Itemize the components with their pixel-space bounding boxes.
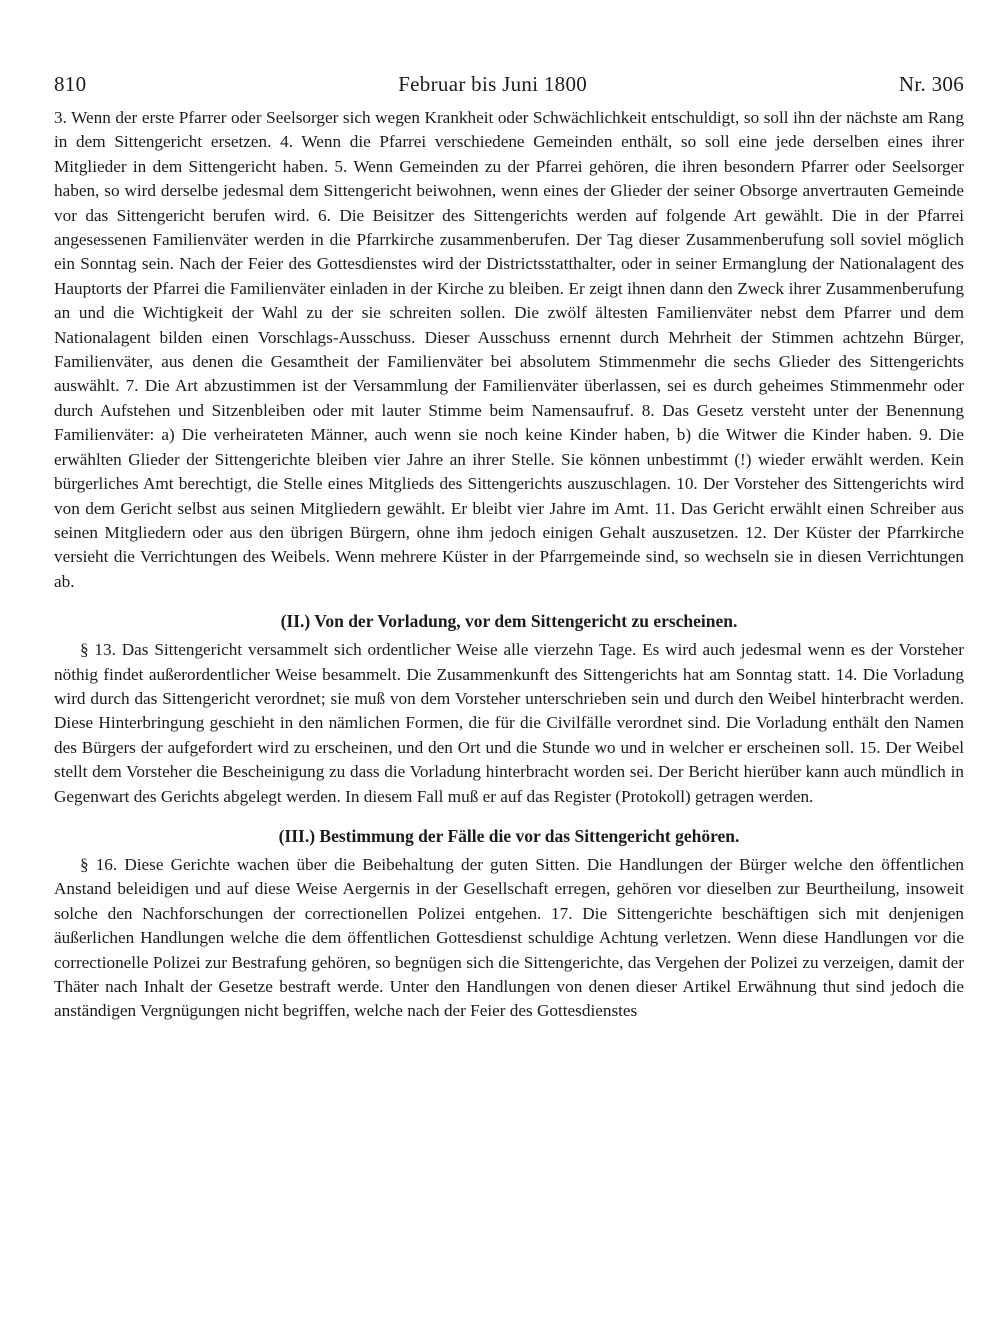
page-number: 810 bbox=[54, 72, 87, 96]
paragraph-articles-3-12: 3. Wenn der erste Pfarrer oder Seelsorger sich wegen Krankheit oder Schwächlichkeit entschuldigt, so soll ihn der nächste am Rang in dem Sittengericht ersetzen. 4. Wenn die Pfarrei verschiedene Gemeinden enthält, so soll eine jede derselben eines ihrer Mitglieder in dem Sittengericht haben. 5. Wenn Gemeinden zu der Pfarrei gehören, die ihren besondern Pfarrer oder Seelsorger haben, so wird derselbe jedesmal dem Sittengericht beiwohnen, wenn eines der Glieder der seiner Obsorge anvertrauten Gemeinde vor das Sittengericht berufen wird. 6. Die Beisitzer des Sittengerichts werden auf folgende Art gewählt. Die in der Pfarrei angesessenen Familienväter werden in die Pfarrkirche zusammenberufen. Der Tag dieser Zusammenberufung soll soviel möglich ein Sonntag sein. Nach der Feier des Gottesdienstes wird der Districtsstatthalter, oder in seiner Ermanglung der Nationalagent des Hauptorts der Pfarrei die Familienväter einladen in der Kirche zu bleiben. Er zeigt ihnen dann den Zweck ihrer Zusammenberufung an und die Wichtigkeit der Wahl zu der sie schreiten sollen. Die zwölf ältesten Familienväter nebst dem Pfarrer und dem Nationalagent bilden einen Vorschlags-Ausschuss. Dieser Ausschuss ernennt durch Mehrheit der Stimmen achtzehn Bürger, Familienväter, aus denen die Gesamtheit der Familienväter bei absolutem Stimmenmehr die sechs Glieder des Sittengerichts auswählt. 7. Die Art abzustimmen ist der Versammlung der Familienväter überlassen, sei es durch geheimes Stimmenmehr oder durch Aufstehen und Sitzenbleiben oder mit lauter Stimme beim Namensaufruf. 8. Das Gesetz versteht unter der Benennung Familienväter: a) Die verheirateten Männer, auch wenn sie noch keine Kinder haben, b) die Witwer die Kinder haben. 9. Die erwählten Glieder der Sittengerichte bleiben vier Jahre an ihrer Stelle. Sie können unbestimmt (!) wieder erwählt werden. Kein bürgerliches Amt berechtigt, die Stelle eines Mitglieds des Sittengerichts auszuschlagen. 10. Der Vorsteher des Sittengerichts wird von dem Gericht selbst aus seinen Mitgliedern gewählt. Er bleibt vier Jahre im Amt. 11. Das Gericht erwählt einen Schreiber aus seinen Mitgliedern oder aus den übrigen Bürgern, ohne ihm jedoch einigen Gehalt auszusetzen. 12. Der Küster der Pfarrkirche versieht die Verrichtungen des Weibels. Wenn mehrere Küster in der Pfarrgemeinde sind, so wechseln sie in diesen Verrichtungen ab. bbox=[54, 108, 964, 591]
section-heading-iii: (III.) Bestimmung der Fälle die vor das Sittengericht gehören. bbox=[278, 825, 740, 846]
paragraph-articles-16-17: § 16. Diese Gerichte wachen über die Beibehaltung der guten Sitten. Die Handlungen der Bürger welche den öffentlichen Anstand beleidigen und auf diese Weise Aergernis in der Gesellschaft erregen, gehören vor dieselben zur Beurtheilung, insoweit solche den Nachforschungen der correctionellen Polizei entgehen. 17. Die Sittengerichte beschäftigen sich mit denjenigen äußerlichen Handlungen welche die dem öffentlichen Gottesdienst schuldige Achtung verletzen. Wenn diese Handlungen vor die correctionelle Polizei zur Bestrafung gehören, so begnügen sich die Sittengerichte, das Vergehen der Polizei zu verzeigen, damit der Thäter nach Inhalt der Gesetze bestraft werde. Unter den Handlungen von denen dieser Artikel Erwähnung thut sind jedoch die anständigen Vergnügungen nicht begriffen, welche nach der Feier des Gottesdienstes bbox=[54, 854, 964, 1021]
page-body bbox=[54, 106, 964, 1024]
running-title: Februar bis Juni 1800 bbox=[398, 72, 588, 96]
document-number: Nr. 306 bbox=[898, 72, 964, 96]
paragraph-articles-13-15: § 13. Das Sittengericht versammelt sich ordentlicher Weise alle vierzehn Tage. Es wird auch jedesmal wenn es der Vorsteher nöthig findet außerordentlicher Weise besammelt. Die Zusammenkunft des Sittengerichts hat am Sonntag statt. 14. Die Vorladung wird durch das Sittengericht verordnet; sie muß von dem Vorsteher unterschrieben sein und durch den Weibel hinterbracht werden. Diese Hinterbringung geschieht in den nämlichen Formen, die für die Civilfälle verordnet sind. Die Vorladung enthält den Namen des Bürgers der aufgefordert wird zu erscheinen, und den Ort und die Stunde wo und in welcher er erscheinen soll. 15. Der Weibel stellt dem Vorsteher die Bescheinigung zu dass die Vorladung hinterbracht worden sei. Der Bericht hierüber kann auch mündlich in Gegenwart des Gerichts abgelegt werden. In diesem Fall muß er auf das Register (Protokoll) getragen werden. bbox=[54, 640, 964, 806]
section-heading-ii: (II.) Von der Vorladung, vor dem Sittengericht zu erscheinen. bbox=[280, 611, 738, 632]
page-header bbox=[54, 72, 964, 104]
